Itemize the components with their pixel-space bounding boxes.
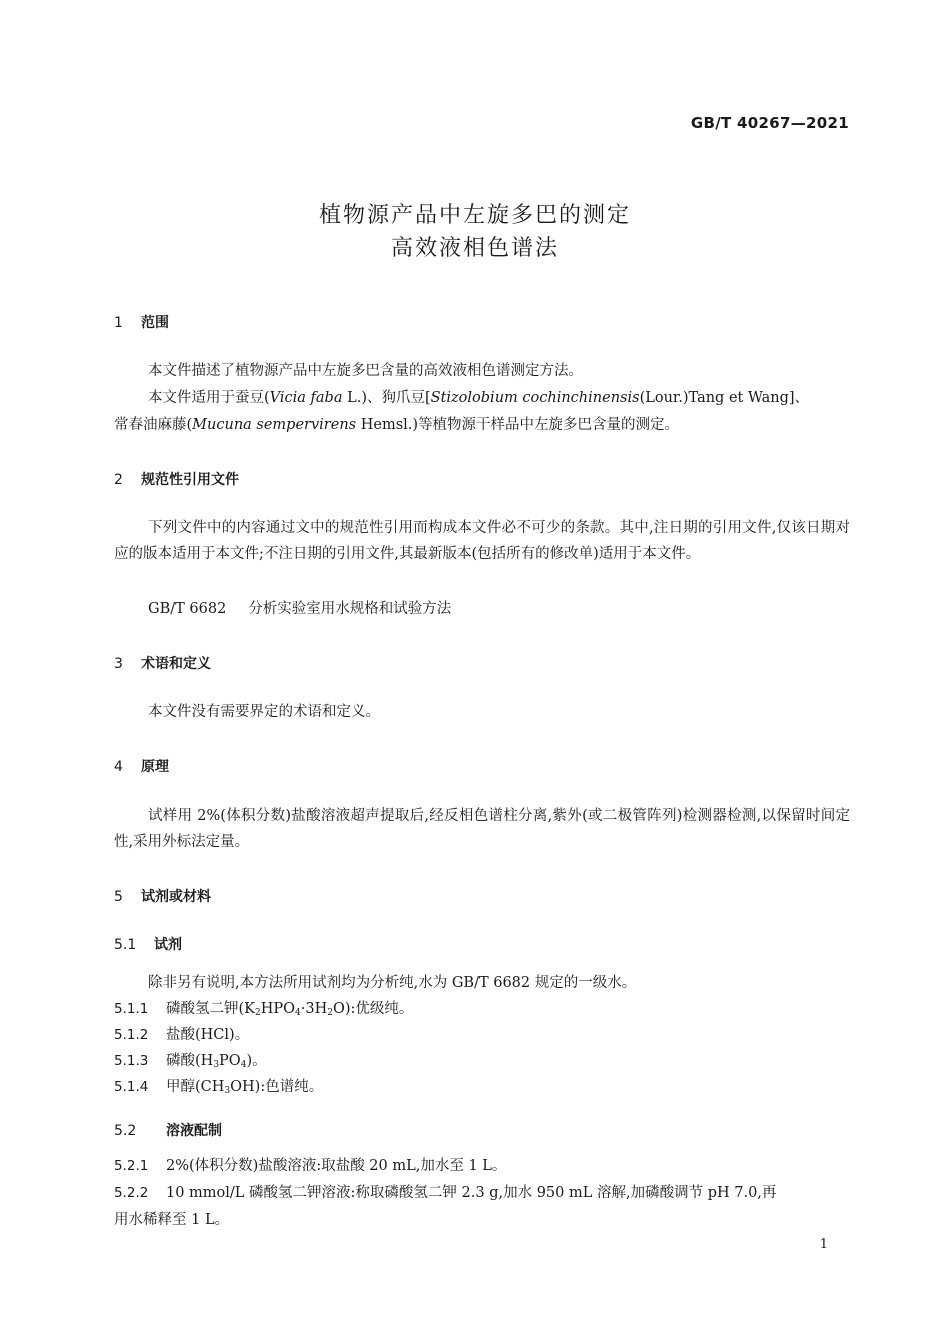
section-number: 1 (114, 315, 123, 331)
reagent-item: 5.1.1 磷酸氢二钾$(K_2HPO_4\cdot 3H_2O)$:优级纯。 (114, 996, 413, 1026)
species-name: Vicia faba (269, 390, 343, 406)
solution-item: 5.2.2 10 mmol/L 磷酸氢二钾溶液:称取磷酸氢二钾 2.3 g,加水 950 mL 溶解,加磷酸调节 pH 7.0,再 (114, 1180, 776, 1206)
section-5-2-heading (114, 1120, 222, 1140)
document-title-line1: 植物源产品中左旋多巴的测定 (318, 203, 631, 228)
section-title: 试剂 (154, 937, 182, 953)
section-title: 规范性引用文件 (141, 472, 239, 488)
reagent-item: 5.1.3 磷酸$(H_3PO_4)$。 (114, 1048, 267, 1078)
section-3-heading (114, 653, 211, 673)
reagents-paragraph: 除非另有说明,本方法所用试剂均为分析纯,水为 GB/T 6682 规定的一级水。 (148, 975, 637, 991)
section-number: 5.2 (114, 1123, 137, 1139)
page-number: 1 (819, 1237, 828, 1252)
species-name: Mucuna sempervirens (192, 417, 357, 433)
reagent-item: 5.1.4 甲醇$(CH_3OH)$:色谱纯。 (114, 1074, 323, 1104)
section-number: 3 (114, 656, 123, 672)
section-1-heading (114, 312, 169, 332)
section-title: 溶液配制 (166, 1123, 222, 1139)
section-number: 5 (114, 889, 123, 905)
solution-item: 5.2.1 2%(体积分数)盐酸溶液:取盐酸 20 mL,加水至 1 L。 (114, 1153, 506, 1179)
species-name: Stizolobium cochinchinensis (430, 390, 640, 406)
reference-code: GB/T 6682 (148, 601, 227, 617)
clause-number: 5.1.2 (114, 1027, 149, 1043)
section-number: 5.1 (114, 937, 137, 953)
section-title: 范围 (141, 315, 169, 331)
section-5-1-heading (114, 934, 182, 954)
reference-entry (114, 596, 451, 622)
clause-number: 5.2.1 (114, 1158, 149, 1174)
scope-paragraph-2: 本文件适用于蚕豆(Vicia faba L.)、狗爪豆[Stizolobium cochinchinensis(Lour.)Tang et Wang]、 (148, 390, 810, 406)
solution-item-cont: 用水稀释至 1 L。 (114, 1212, 230, 1228)
section-5-heading (114, 886, 211, 906)
clause-number: 5.1.3 (114, 1053, 149, 1069)
clause-number: 5.1.1 (114, 1001, 149, 1017)
terms-paragraph: 本文件没有需要界定的术语和定义。 (148, 704, 380, 720)
reagent-item: 5.1.2 盐酸(HCl)。 (114, 1022, 249, 1048)
scope-paragraph-1: 本文件描述了植物源产品中左旋多巴含量的高效液相色谱测定方法。 (148, 363, 583, 379)
reference-title: 分析实验室用水规格和试验方法 (248, 601, 452, 617)
document-title-line2: 高效液相色谱法 (390, 236, 559, 261)
standard-number: GB/T 40267—2021 (690, 114, 849, 132)
normative-references-paragraph: 下列文件中的内容通过文中的规范性引用而构成本文件必不可少的条款。其中,注日期的引用文件,仅该日期对应的版本适用于本文件;不注日期的引用文件,其最新版本(包括所有的修改单)适用于本文件。 (114, 520, 850, 562)
principle-paragraph: 试样用 2%(体积分数)盐酸溶液超声提取后,经反相色谱柱分离,紫外(或二极管阵列)检测器检测,以保留时间定性,采用外标法定量。 (114, 808, 850, 850)
section-2-heading (114, 469, 239, 489)
section-title: 试剂或材料 (141, 889, 211, 905)
section-number: 4 (114, 759, 123, 775)
section-4-heading (114, 756, 169, 776)
section-title: 术语和定义 (141, 656, 211, 672)
clause-number: 5.2.2 (114, 1185, 149, 1201)
section-title: 原理 (141, 759, 169, 775)
clause-number: 5.1.4 (114, 1079, 149, 1095)
section-number: 2 (114, 472, 123, 488)
scope-paragraph-2-cont: 常春油麻藤(Mucuna sempervirens Hemsl.)等植物源干样品中左旋多巴含量的测定。 (114, 417, 680, 433)
